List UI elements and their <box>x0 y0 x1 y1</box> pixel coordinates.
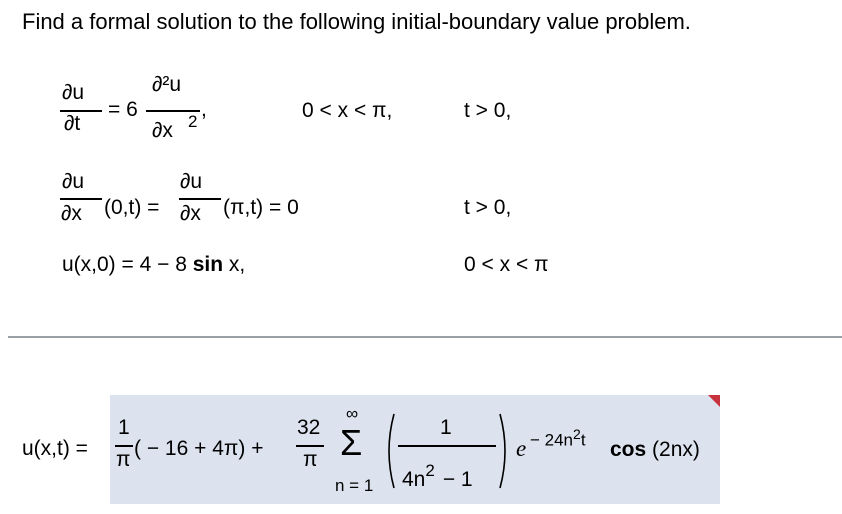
ic-rhs: x, <box>223 253 246 276</box>
right-paren <box>498 412 512 490</box>
sum-lower-limit: n = 1 <box>335 476 374 495</box>
exponential-e: e <box>516 436 527 461</box>
bc-time-condition: t > 0, <box>464 196 512 219</box>
answer-frac3-denominator <box>402 463 473 492</box>
sum-symbol: Σ <box>340 422 363 463</box>
ic-lhs: u(x,0) = 4 − 8 <box>62 253 193 276</box>
pde-d2u-numerator: ∂²u <box>152 73 182 96</box>
answer-frac1-numerator: 1 <box>118 416 130 439</box>
bc-right-value: (π,t) = 0 <box>223 196 299 219</box>
answer-frac1-denominator: π <box>116 448 131 471</box>
answer-lhs: u(x,t) = <box>22 437 88 460</box>
pde-du-numerator: ∂u <box>62 81 85 104</box>
answer-frac2-denominator: π <box>303 448 318 471</box>
pde-dt-denominator: ∂t <box>64 112 81 135</box>
fraction-bar <box>115 445 133 447</box>
ic-sin: sin <box>192 253 224 276</box>
denominator-tail: − 1 <box>442 468 473 491</box>
fraction-bar <box>60 198 102 200</box>
fraction-bar <box>179 198 221 200</box>
answer-frac2-numerator: 32 <box>297 416 321 439</box>
exponent-t: t <box>580 430 586 450</box>
bc-du-numerator-1: ∂u <box>62 170 85 193</box>
answer-frac3-numerator: 1 <box>440 416 452 439</box>
denominator-exponent: 2 <box>425 461 435 480</box>
cos-term <box>610 438 700 462</box>
answer-term1: ( − 16 + 4π) + <box>134 437 264 460</box>
pde-domain: 0 < x < π, <box>302 99 393 122</box>
sum-upper-limit: ∞ <box>346 404 359 423</box>
bc-du-numerator-2: ∂u <box>180 170 203 193</box>
pde-time-condition: t > 0, <box>464 99 512 122</box>
cos-function: cos <box>610 438 647 461</box>
incorrect-marker-icon <box>708 395 720 407</box>
cos-argument: (2nx) <box>646 438 700 461</box>
pde-comma: , <box>201 98 207 121</box>
pde-exponent: 2 <box>188 112 198 131</box>
bc-dx-denominator-2: ∂x <box>180 202 201 225</box>
initial-condition <box>62 253 245 277</box>
denominator-base: 4n <box>402 468 426 491</box>
exponent <box>530 426 586 451</box>
exponent-square: 2 <box>573 426 581 442</box>
fraction-bar <box>398 445 496 447</box>
section-divider <box>8 336 842 338</box>
exponent-coeff: − 24n <box>530 430 574 450</box>
ic-domain: 0 < x < π <box>464 253 549 276</box>
left-paren <box>382 412 396 490</box>
problem-statement: Find a formal solution to the following initial-boundary value problem. <box>22 9 691 34</box>
bc-dx-denominator-1: ∂x <box>61 202 82 225</box>
bc-left-value: (0,t) = <box>104 196 160 219</box>
fraction-bar <box>296 445 324 447</box>
pde-equals-six: = 6 <box>108 98 138 121</box>
pde-dx-denominator: ∂x <box>152 119 173 142</box>
